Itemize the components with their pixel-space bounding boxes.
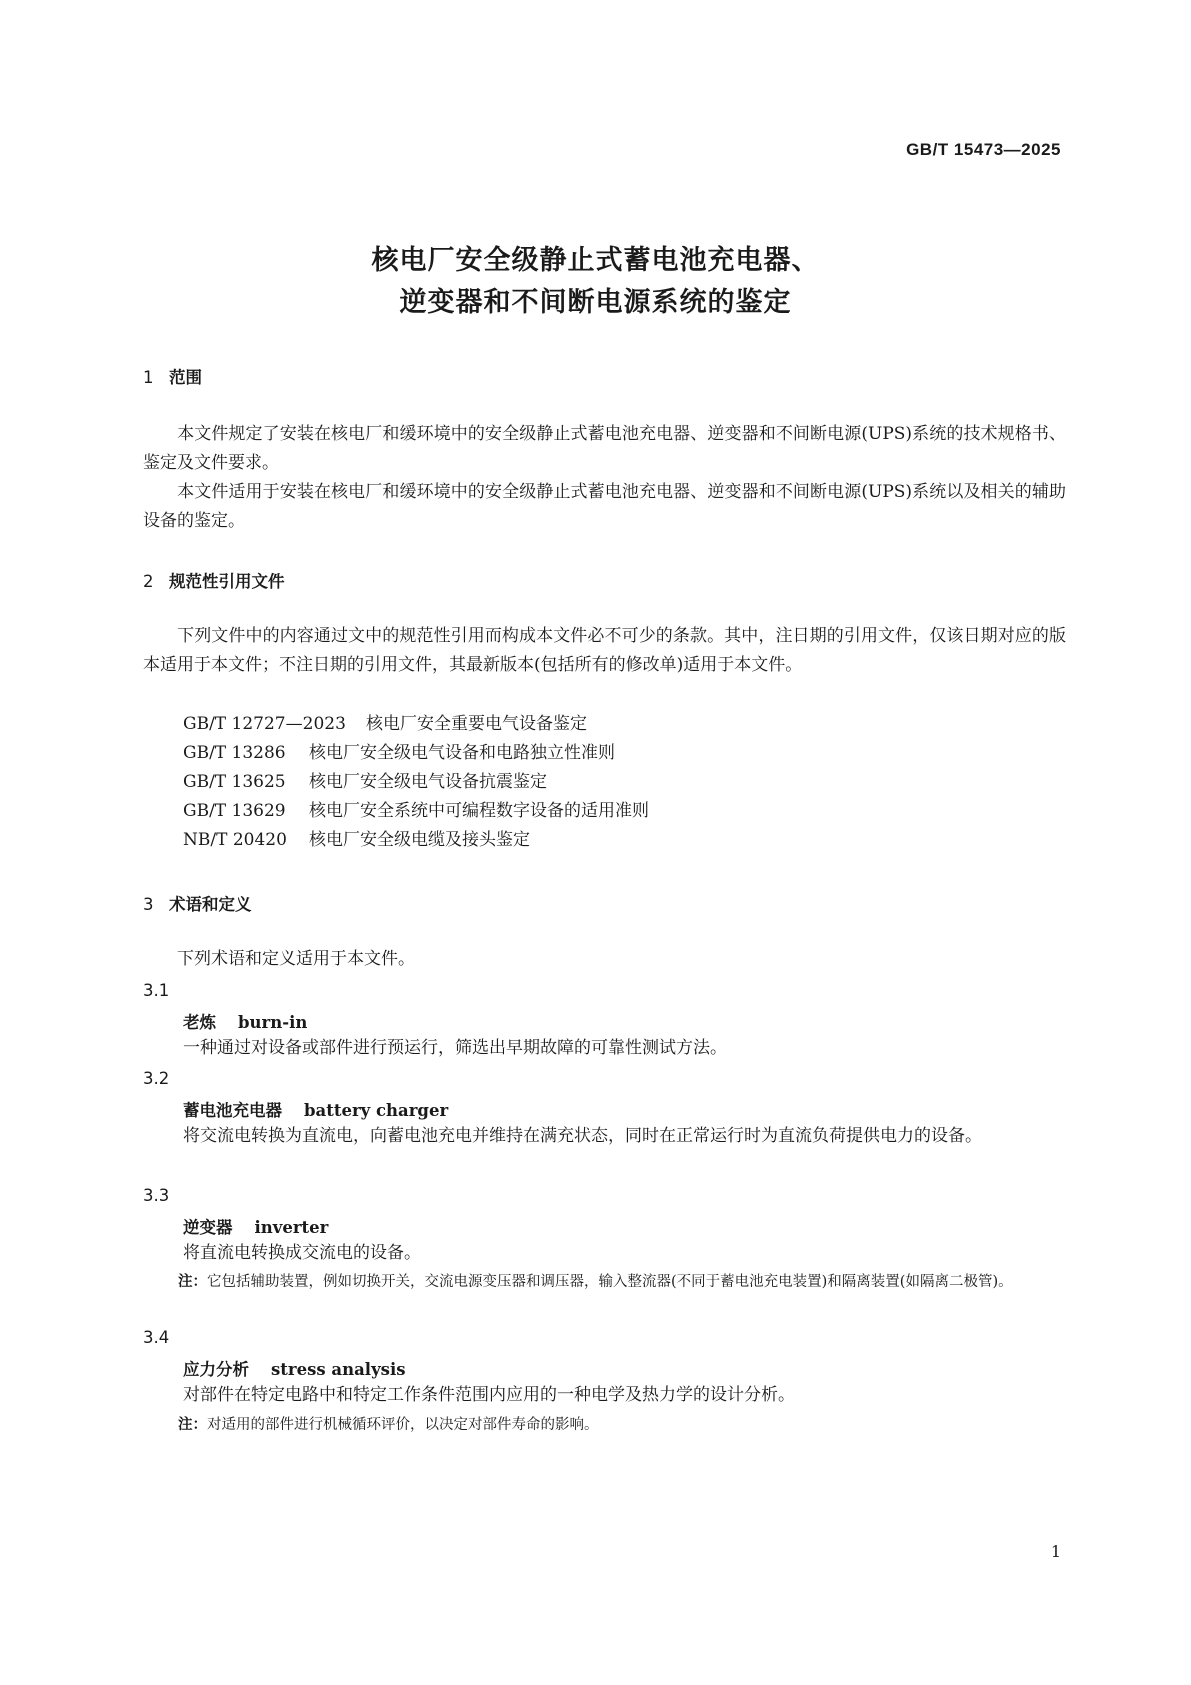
term-number: 3.3 <box>143 1186 170 1205</box>
term-zh: 逆变器 <box>183 1218 233 1237</box>
reference-title: 核电厂安全重要电气设备鉴定 <box>366 714 587 734</box>
term-en: stress analysis <box>271 1360 406 1379</box>
normative-reference <box>183 768 547 797</box>
reference-code: NB/T 20420 <box>183 830 287 850</box>
section-number: 1 <box>143 368 154 387</box>
note-text: 对适用的部件进行机械循环评价，以决定对部件寿命的影响。 <box>207 1417 599 1433</box>
section-1-heading <box>143 364 202 388</box>
term-heading <box>183 1356 406 1380</box>
normative-reference <box>183 797 649 826</box>
term-note <box>178 1412 1068 1438</box>
normative-reference <box>183 826 530 855</box>
reference-code: GB/T 13629 <box>183 801 286 821</box>
section-3-intro: 下列术语和定义适用于本文件。 <box>177 949 415 969</box>
section-title: 术语和定义 <box>169 895 252 914</box>
note-label: 注： <box>178 1274 207 1290</box>
standard-number: GB/T 15473—2025 <box>906 140 1061 159</box>
title-line-2: 逆变器和不间断电源系统的鉴定 <box>399 287 792 318</box>
term-zh: 老炼 <box>183 1013 216 1032</box>
term-definition: 将交流电转换为直流电，向蓄电池充电并维持在满充状态，同时在正常运行时为直流负荷提供电力的设备。 <box>183 1126 982 1146</box>
section-3-heading <box>143 891 252 915</box>
term-number: 3.1 <box>143 981 170 1000</box>
reference-title: 核电厂安全级电缆及接头鉴定 <box>309 830 530 850</box>
document-title <box>0 240 1191 324</box>
term-number: 3.2 <box>143 1069 170 1088</box>
term-heading <box>183 1009 307 1033</box>
term-number: 3.4 <box>143 1328 170 1347</box>
section-number: 2 <box>143 572 154 591</box>
term-definition: 一种通过对设备或部件进行预运行，筛选出早期故障的可靠性测试方法。 <box>183 1038 727 1058</box>
reference-code: GB/T 13625 <box>183 772 286 792</box>
section-1-paragraph-1: 本文件规定了安装在核电厂和缓环境中的安全级静止式蓄电池充电器、逆变器和不间断电源(UPS)系统的技术规格书、鉴定及文件要求。 <box>143 424 1066 473</box>
term-definition: 对部件在特定电路中和特定工作条件范围内应用的一种电学及热力学的设计分析。 <box>183 1385 795 1405</box>
note-label: 注： <box>178 1417 207 1433</box>
reference-code: GB/T 13286 <box>183 743 286 763</box>
term-zh: 应力分析 <box>183 1360 249 1379</box>
section-2-intro: 下列文件中的内容通过文中的规范性引用而构成本文件必不可少的条款。其中，注日期的引用文件，仅该日期对应的版本适用于本文件；不注日期的引用文件，其最新版本(包括所有的修改单)适用于本文件。 <box>143 626 1066 675</box>
term-en: battery charger <box>304 1101 449 1120</box>
term-en: burn-in <box>238 1013 308 1032</box>
term-note <box>178 1269 1068 1295</box>
term-en: inverter <box>254 1218 329 1237</box>
reference-title: 核电厂安全系统中可编程数字设备的适用准则 <box>309 801 649 821</box>
section-1-paragraph-2: 本文件适用于安装在核电厂和缓环境中的安全级静止式蓄电池充电器、逆变器和不间断电源(UPS)系统以及相关的辅助设备的鉴定。 <box>143 482 1066 531</box>
term-zh: 蓄电池充电器 <box>183 1101 282 1120</box>
title-line-1: 核电厂安全级静止式蓄电池充电器、 <box>371 245 820 276</box>
reference-title: 核电厂安全级电气设备和电路独立性准则 <box>309 743 615 763</box>
term-definition: 将直流电转换成交流电的设备。 <box>183 1243 421 1263</box>
term-heading <box>183 1097 448 1121</box>
note-text: 它包括辅助装置，例如切换开关，交流电源变压器和调压器，输入整流器(不同于蓄电池充电装置)和隔离装置(如隔离二极管)。 <box>207 1274 1013 1290</box>
section-number: 3 <box>143 895 154 914</box>
reference-code: GB/T 12727—2023 <box>183 714 346 734</box>
section-2-heading <box>143 568 285 592</box>
term-heading <box>183 1214 328 1238</box>
section-title: 范围 <box>169 368 202 387</box>
section-title: 规范性引用文件 <box>169 572 285 591</box>
reference-title: 核电厂安全级电气设备抗震鉴定 <box>309 772 547 792</box>
normative-reference <box>183 739 615 768</box>
normative-reference <box>183 710 587 739</box>
page-number: 1 <box>1050 1542 1061 1561</box>
